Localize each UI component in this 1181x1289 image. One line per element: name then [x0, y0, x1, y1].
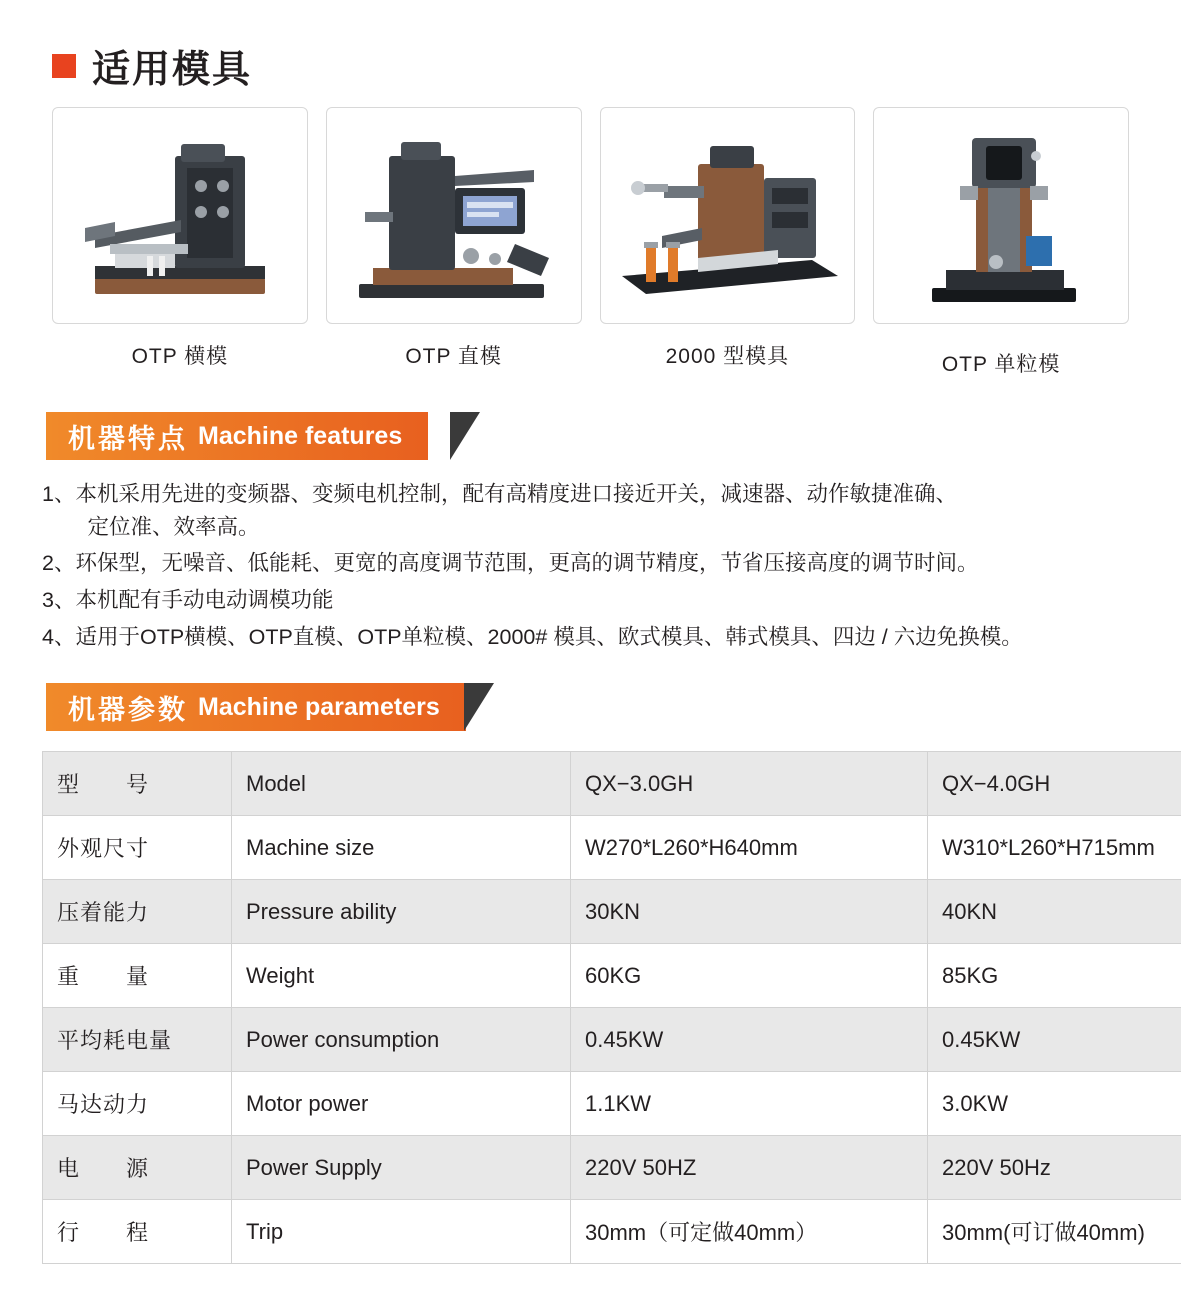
otp-straight-mold-illustration: [329, 116, 579, 316]
param-value-model-2: 40KN: [928, 880, 1181, 944]
param-name-en: Power consumption: [232, 1008, 571, 1072]
param-name-en: Model: [232, 752, 571, 816]
feature-text-line: 本机采用先进的变频器、变频电机控制，配有高精度进口接近开关，减速器、动作敏捷准确、: [75, 482, 957, 506]
features-ribbon-header: [46, 412, 1157, 460]
table-row: [43, 752, 1181, 816]
param-name-en: Weight: [232, 944, 571, 1008]
param-value-model-1: 30mm（可定做40mm）: [571, 1200, 928, 1264]
param-value-model-2: QX−4.0GH: [928, 752, 1181, 816]
param-value-model-1: W270*L260*H640mm: [571, 816, 928, 880]
otp-straight-mold-photo: [326, 107, 582, 324]
features-list: [42, 478, 1143, 653]
param-value-model-2: 3.0KW: [928, 1072, 1181, 1136]
feature-item: [42, 584, 1143, 617]
param-name-en: Trip: [232, 1200, 571, 1264]
parameters-title-cn: 机器参数: [68, 694, 188, 725]
ribbon-tail-icon: [464, 683, 494, 731]
param-name-cn: 平均耗电量: [43, 1008, 232, 1072]
table-row: [43, 1200, 1181, 1264]
table-row: [43, 816, 1181, 880]
feature-text-line: 适用于OTP横模、OTP直模、OTP单粒模、2000# 模具、欧式模具、韩式模具、四边 / 六边免换模。: [75, 624, 1023, 649]
parameters-ribbon: [46, 683, 466, 731]
feature-number: 3、: [42, 588, 76, 613]
features-title-en: Machine features: [198, 421, 403, 450]
param-name-en: Pressure ability: [232, 880, 571, 944]
param-value-model-1: 30KN: [571, 880, 928, 944]
param-value-model-1: 0.45KW: [571, 1008, 928, 1072]
molds-title-text: 适用模具: [92, 49, 253, 91]
feature-number: 4、: [42, 624, 76, 649]
table-row: [43, 1072, 1181, 1136]
feature-text-line: 定位准、效率高。: [87, 514, 260, 539]
mold-card-otp-straight: [326, 107, 582, 378]
param-name-cn: 压着能力: [43, 880, 232, 944]
mold-caption: OTP 横模: [131, 345, 229, 368]
param-name-en: Power Supply: [232, 1136, 571, 1200]
param-name-cn: 马达动力: [43, 1072, 232, 1136]
feature-number: 2、: [42, 551, 76, 576]
table-row: [43, 944, 1181, 1008]
param-value-model-1: 1.1KW: [571, 1072, 928, 1136]
ribbon-tail-icon: [450, 412, 480, 460]
mold-card-2000-type: [600, 107, 856, 378]
param-value-model-1: QX−3.0GH: [571, 752, 928, 816]
feature-text-line: 环保型，无噪音、低能耗、更宽的高度调节范围，更高的调节精度，节省压接高度的调节时间。: [75, 551, 979, 576]
mold-caption: 2000 型模具: [665, 345, 790, 368]
feature-item: [42, 547, 1143, 580]
otp-horizontal-mold-photo: [52, 107, 308, 324]
param-value-model-2: 30mm(可订做40mm): [928, 1200, 1181, 1264]
table-row: [43, 1008, 1181, 1072]
table-row: [43, 880, 1181, 944]
param-value-model-2: 220V 50Hz: [928, 1136, 1181, 1200]
2000-type-mold-illustration: [602, 116, 852, 316]
molds-section-title: [24, 0, 1157, 107]
feature-number: 1、: [42, 482, 76, 506]
param-value-model-1: 60KG: [571, 944, 928, 1008]
2000-type-mold-photo: [600, 107, 856, 324]
mold-caption: OTP 直模: [405, 345, 502, 368]
param-value-model-2: 85KG: [928, 944, 1181, 1008]
parameters-table: [42, 751, 1181, 1264]
param-name-cn: 型 号: [43, 752, 232, 816]
features-ribbon: [46, 412, 428, 460]
feature-item: [42, 621, 1143, 654]
otp-horizontal-mold-illustration: [55, 116, 305, 316]
feature-item: [42, 478, 1143, 543]
param-name-en: Machine size: [232, 816, 571, 880]
mold-card-otp-single-grain: [873, 107, 1129, 378]
param-name-cn: 重 量: [43, 944, 232, 1008]
param-value-model-2: 0.45KW: [928, 1008, 1181, 1072]
param-value-model-2: W310*L260*H715mm: [928, 816, 1181, 880]
table-row: [43, 1136, 1181, 1200]
otp-single-grain-mold-illustration: [876, 116, 1126, 316]
param-name-en: Motor power: [232, 1072, 571, 1136]
param-name-cn: 行 程: [43, 1200, 232, 1264]
mold-card-otp-horizontal: [52, 107, 308, 378]
feature-text-line: 本机配有手动电动调模功能: [75, 588, 334, 613]
param-value-model-1: 220V 50HZ: [571, 1136, 928, 1200]
red-square-bullet-icon: [52, 54, 76, 78]
param-name-cn: 电 源: [43, 1136, 232, 1200]
param-name-cn: 外观尺寸: [43, 816, 232, 880]
mold-caption: OTP 单粒模: [941, 353, 1061, 376]
parameters-ribbon-header: [46, 683, 1157, 731]
parameters-title-en: Machine parameters: [198, 692, 440, 721]
otp-single-grain-mold-photo: [873, 107, 1129, 324]
molds-gallery: [24, 107, 1157, 378]
features-title-cn: 机器特点: [68, 423, 188, 454]
